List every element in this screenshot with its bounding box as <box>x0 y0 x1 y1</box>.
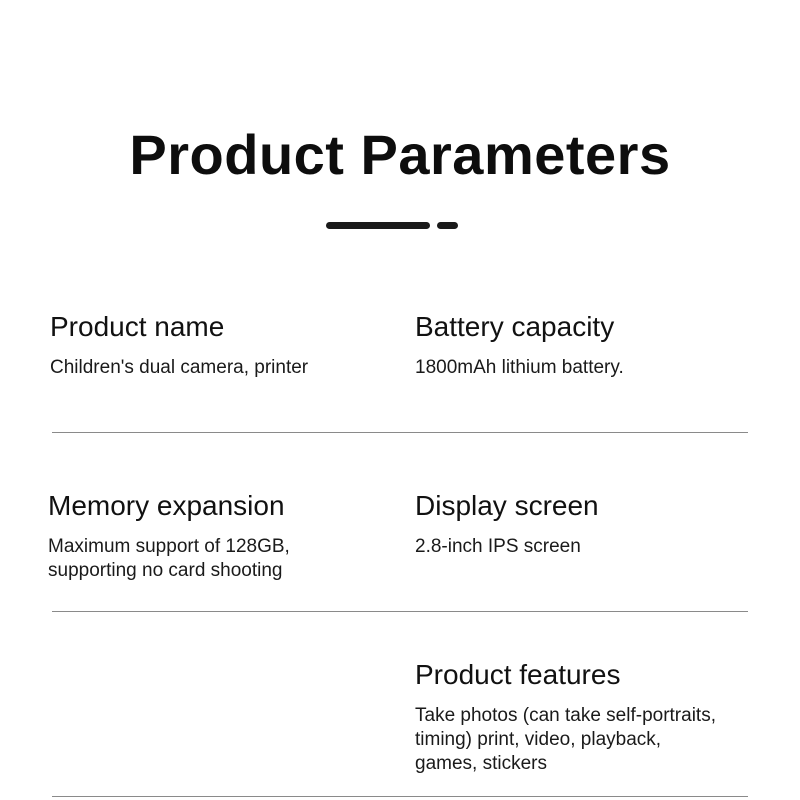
param-value: Children's dual camera, printer <box>50 357 309 378</box>
row-divider <box>52 432 748 433</box>
title-underline-short <box>437 222 458 229</box>
param-label: Display screen <box>415 490 599 521</box>
param-value <box>48 535 290 583</box>
row-divider <box>52 611 748 612</box>
param-value-line: games, stickers <box>415 753 547 774</box>
row-divider <box>52 796 748 797</box>
param-value-line: timing) print, video, playback, <box>415 729 662 750</box>
param-label: Product name <box>50 311 225 342</box>
param-value-line: Maximum support of 128GB, <box>48 536 290 557</box>
param-battery-capacity <box>415 310 624 380</box>
param-memory-expansion <box>48 489 290 583</box>
param-value: 2.8-inch IPS screen <box>415 536 581 557</box>
param-product-features <box>415 658 716 776</box>
param-label: Product features <box>415 659 621 690</box>
param-value-line: Take photos (can take self-portraits, <box>415 705 716 726</box>
param-label: Battery capacity <box>415 311 615 342</box>
title-underline-long <box>326 222 430 229</box>
param-label: Memory expansion <box>48 490 285 521</box>
param-value-line: supporting no card shooting <box>48 560 283 581</box>
page-title: Product Parameters <box>129 123 671 186</box>
param-value <box>415 704 716 776</box>
param-value: 1800mAh lithium battery. <box>415 357 624 378</box>
param-product-name <box>50 310 308 380</box>
param-display-screen <box>415 489 599 559</box>
